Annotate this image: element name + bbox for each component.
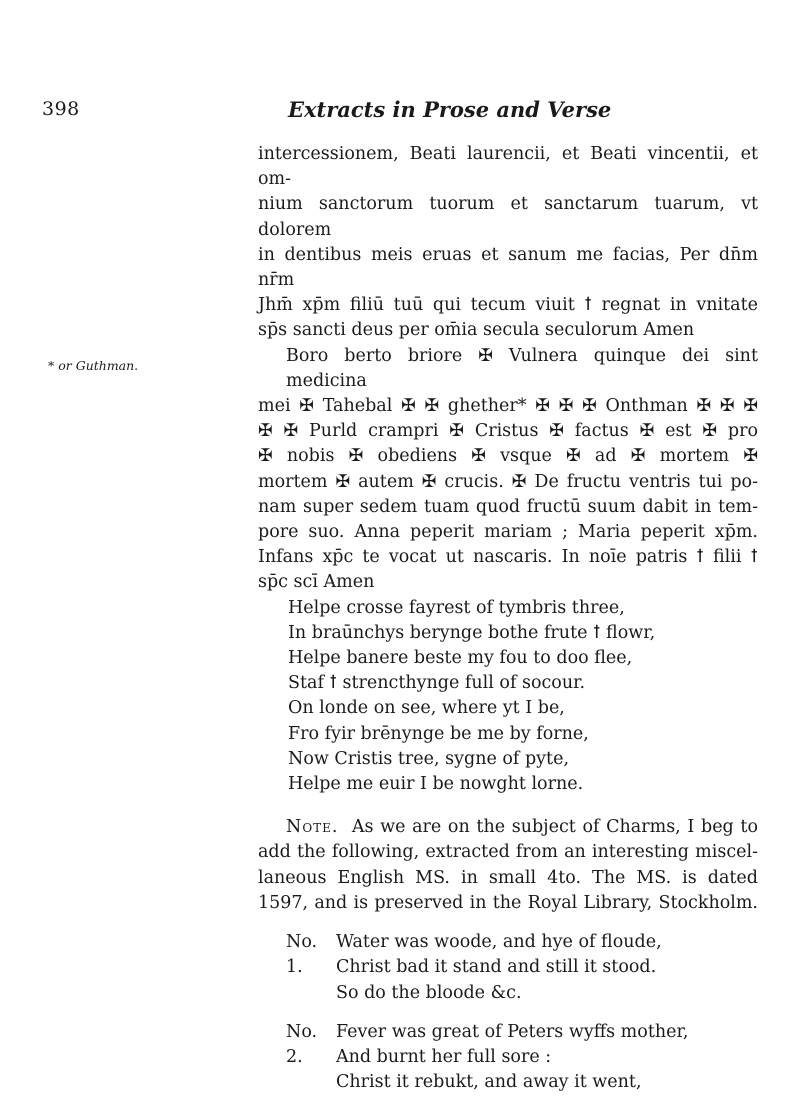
- prose-line: Boro berto briore ✠ Vulnera quinque dei sint medicina: [286, 345, 758, 391]
- margin-note-marker: *: [48, 358, 59, 373]
- charm-line: Fever was great of Peters wyffs mother,: [336, 1021, 689, 1042]
- verse-line: Helpe me euir I be nowght lorne.: [288, 774, 584, 795]
- prose-line: sp̄c scī Amen: [258, 572, 375, 593]
- charm-line: And burnt her full sore :: [336, 1046, 552, 1067]
- note-line: Note. As we are on the subject of Charms, I beg to: [286, 817, 758, 838]
- verse-line: Staf ꝉ strencthynge full of socour.: [288, 673, 586, 694]
- verse-line: In braūnchys berynge bothe frute ꝉ flowr,: [288, 622, 656, 643]
- english-verse: [258, 596, 758, 798]
- prose-line: pore suo. Anna peperit mariam ; Maria peperit xp̄m.: [258, 522, 758, 543]
- prose-line: Jhm̄ xp̄m filiū tuū qui tecum viuit ꝉ regnat in vnitate: [258, 295, 758, 316]
- charm-line: Water was woode, and hye of floude,: [336, 932, 662, 953]
- charm-1: [258, 930, 758, 1006]
- verse-line: Helpe banere beste my fou to doo flee,: [288, 648, 633, 669]
- note-label: Note.: [286, 817, 339, 838]
- note-paragraph: [258, 815, 758, 916]
- note-line: laneous English MS. in small 4to. The MS. is dated: [258, 867, 758, 888]
- charm-number: No. 1.: [286, 932, 318, 978]
- page-number: 398: [42, 98, 80, 120]
- margin-note: [48, 358, 138, 373]
- verse-line: Helpe crosse fayrest of tymbris three,: [288, 597, 625, 618]
- note-line: 1597, and is preserved in the Royal Library, Stockholm.: [258, 892, 758, 913]
- verse-line: Fro fyir brēnynge be me by forne,: [288, 723, 589, 744]
- verse-line: Now Cristis tree, sygne of pyte,: [288, 748, 570, 769]
- margin-note-text: or Guthman.: [58, 358, 139, 373]
- body-text: [258, 142, 758, 1095]
- prose-line: in dentibus meis eruas et sanum me facias, Per dn̄m nr̄m: [258, 244, 758, 291]
- charm-line: Christ it rebukt, and away it went,: [336, 1072, 642, 1093]
- prose-line: sp̄s sancti deus per om̄ia secula seculorum Amen: [258, 320, 695, 341]
- charm-line: So do the bloode &c.: [336, 982, 522, 1003]
- prose-line: nam super sedem tuam quod fructū suum dabit in tem-: [258, 496, 758, 517]
- running-title: Extracts in Prose and Verse: [288, 97, 612, 122]
- prose-line: mortem ✠ autem ✠ crucis. ✠ De fructu ventris tui po-: [258, 471, 758, 492]
- latin-prose: [258, 142, 758, 596]
- prose-line: nium sanctorum tuorum et sanctarum tuarum, vt dolorem: [258, 194, 758, 240]
- prose-line: ✠ nobis ✠ obediens ✠ vsque ✠ ad ✠ mortem ✠: [258, 446, 758, 467]
- charm-number: No. 2.: [286, 1021, 318, 1067]
- prose-line: intercessionem, Beati laurencii, et Beati vincentii, et om-: [258, 144, 758, 190]
- prose-line: ✠ ✠ Purld crampri ✠ Cristus ✠ factus ✠ est ✠ pro: [258, 421, 758, 442]
- note-line: add the following, extracted from an interesting miscel-: [258, 842, 758, 863]
- prose-line: Infans xp̄c te vocat ut nascaris. In noīe patris ꝉ filii ꝉ: [258, 547, 758, 568]
- prose-line: mei ✠ Tahebal ✠ ✠ ghether* ✠ ✠ ✠ Onthman ✠ ✠ ✠: [258, 396, 758, 417]
- verse-line: On londe on see, where yt I be,: [288, 698, 565, 719]
- charm-2: [258, 1020, 758, 1096]
- charm-line: Christ bad it stand and still it stood.: [336, 957, 657, 978]
